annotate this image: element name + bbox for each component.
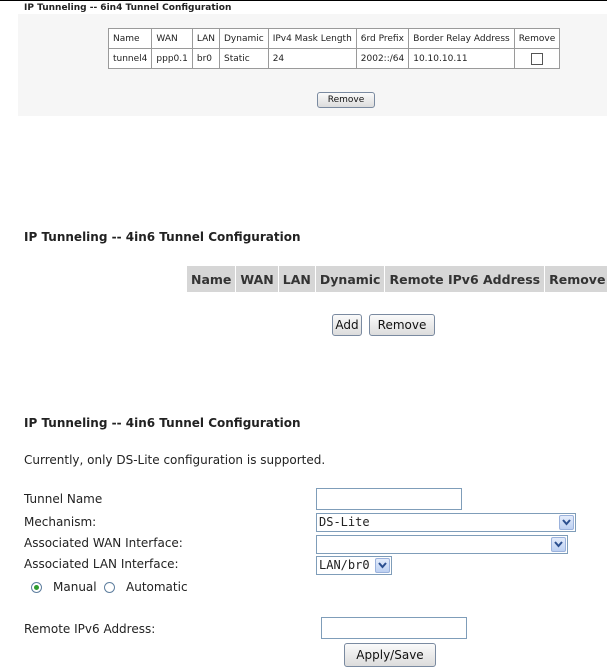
table-row [109,49,560,69]
tunnel-6in4-table [108,28,560,69]
remote-ipv6-label: Remote IPv6 Address: [24,622,156,636]
col-name: Name [109,29,152,49]
remove-checkbox[interactable] [531,53,543,65]
remove-6in4-button[interactable]: Remove [317,92,375,108]
lan-interface-select[interactable] [316,556,392,575]
tunnel-name-input[interactable] [316,488,462,510]
section-4in6-config-title: IP Tunneling -- 4in6 Tunnel Configuration [24,416,301,430]
col-lan: LAN [192,29,219,49]
lan-interface-value: LAN/br0 [319,558,370,572]
remove-4in6-button[interactable]: Remove [369,314,435,336]
section-4in6-title: IP Tunneling -- 4in6 Tunnel Configuration [24,230,301,244]
wan-interface-select[interactable] [316,535,568,554]
cell-mask: 24 [268,49,356,69]
remote-ipv6-input[interactable] [321,617,467,639]
automatic-radio[interactable] [104,582,115,593]
cell-remove [514,49,560,69]
tunnel-4in6-table [186,265,607,293]
col-dynamic: Dynamic [219,29,268,49]
mechanism-value: DS-Lite [319,515,370,529]
col-remove: Remove [514,29,560,49]
mechanism-select[interactable] [316,513,576,532]
tunnel-name-label: Tunnel Name [24,492,103,506]
wan-interface-label: Associated WAN Interface: [24,536,183,550]
cell-prefix: 2002::/64 [356,49,408,69]
chevron-down-icon [551,537,566,552]
section-6in4-title: IP Tunneling -- 6in4 Tunnel Configuration [24,3,232,13]
apply-save-button[interactable]: Apply/Save [344,643,436,667]
col-6rd-prefix: 6rd Prefix [356,29,408,49]
top-divider [0,0,607,1]
cell-relay: 10.10.10.11 [409,49,514,69]
manual-label: Manual [53,580,97,594]
col-lan: LAN [278,266,315,293]
ds-lite-note: Currently, only DS-Lite configuration is supported. [24,453,326,467]
col-wan: WAN [152,29,192,49]
chevron-down-icon [559,515,574,530]
col-wan: WAN [236,266,278,293]
cell-dynamic: Static [219,49,268,69]
radio-selected-dot [34,585,39,590]
col-name: Name [187,266,236,293]
lan-interface-label: Associated LAN Interface: [24,557,179,571]
cell-name: tunnel4 [109,49,152,69]
cell-lan: br0 [192,49,219,69]
cell-wan: ppp0.1 [152,49,192,69]
chevron-down-icon [375,558,390,573]
mechanism-label: Mechanism: [24,515,97,529]
col-remote-ipv6-address: Remote IPv6 Address [385,266,545,293]
col-remove: Remove [545,266,607,293]
col-border-relay-address: Border Relay Address [409,29,514,49]
col-dynamic: Dynamic [315,266,385,293]
add-4in6-button[interactable]: Add [332,314,362,336]
automatic-label: Automatic [126,580,188,594]
col-ipv4-mask-length: IPv4 Mask Length [268,29,356,49]
manual-radio[interactable] [31,582,42,593]
